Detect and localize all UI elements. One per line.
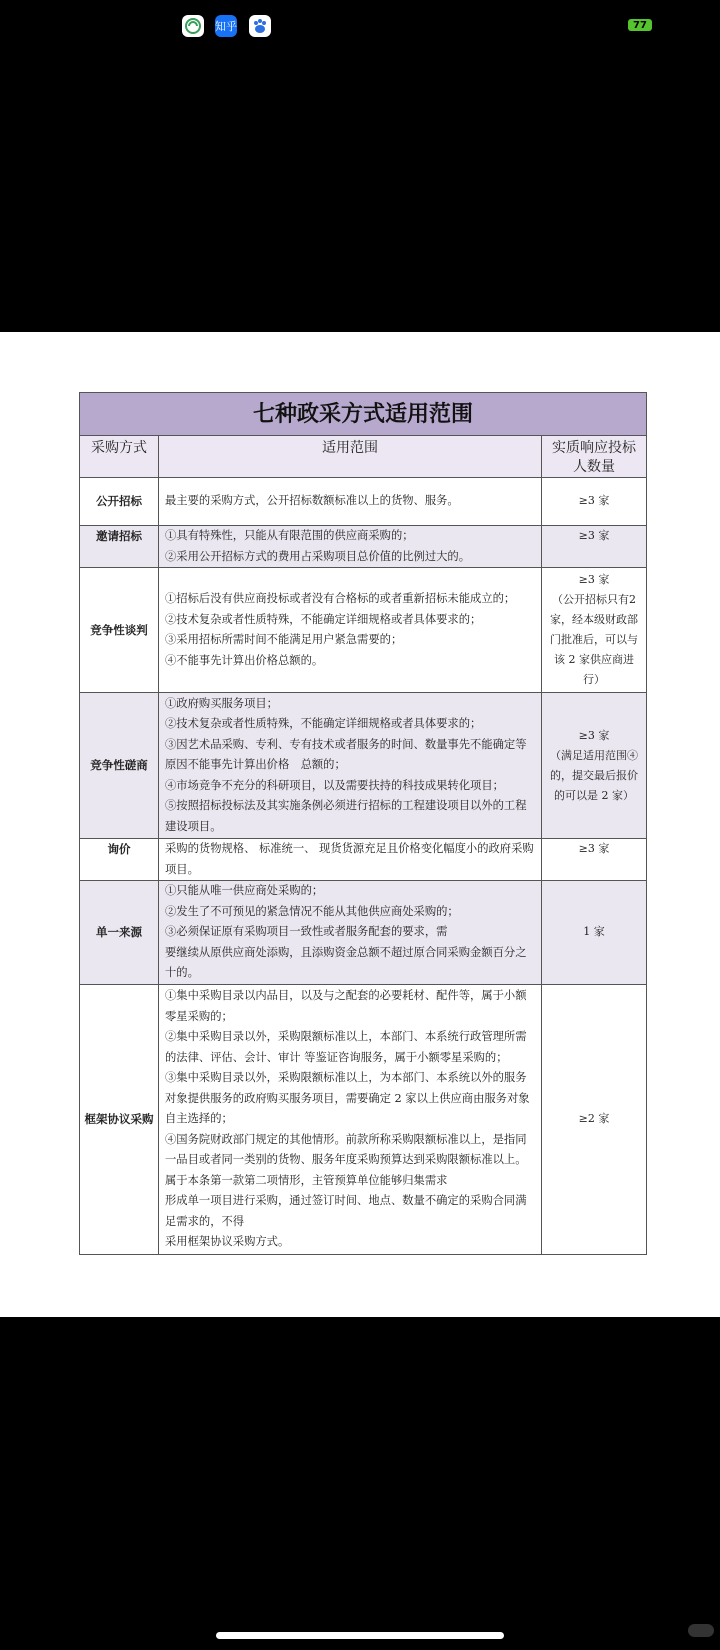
- baidu-icon: [249, 15, 271, 37]
- count-note: （公开招标只有2家，经本级财政部门批准后，可以与该 2 家供应商进行）: [550, 593, 638, 686]
- scope-line: ③必须保证原有采购项目一致性或者服务配套的要求，需: [165, 925, 448, 939]
- table-row: [80, 693, 647, 839]
- zhihu-icon: 知乎: [215, 15, 237, 37]
- table-row: [80, 881, 647, 985]
- document-image: [0, 332, 720, 1317]
- scope-line: ⑤按照招标投标法及其实施条例必须进行招标的工程建设项目以外的工程建设项目。: [165, 799, 527, 833]
- method-cell: 询价: [80, 839, 159, 881]
- scope-line: ④不能事先计算出价格总额的。: [165, 653, 324, 667]
- scope-line: 形成单一项目进行采购，通过签订时间、地点、数量不确定的采购合同满足需求的，不得: [165, 1194, 527, 1228]
- scope-line: 要继续从原供应商处添购，且添购资金总额不超过原合同采购金额百分之十的。: [165, 945, 527, 980]
- scope-line: ②发生了不可预见的紧急情况不能从其他供应商处采购的；: [165, 904, 459, 918]
- header-scope: 适用范围: [159, 436, 542, 478]
- watermark-badge: [688, 1624, 714, 1637]
- scope-line: 采购的货物规格、 标准统一、 现货货源充足且价格变化幅度小的政府采购项目。: [165, 842, 534, 876]
- home-indicator[interactable]: [216, 1632, 504, 1639]
- method-cell: 邀请招标: [80, 526, 159, 568]
- count-cell: ≥2 家: [542, 985, 647, 1255]
- count-cell: 1 家: [542, 881, 647, 985]
- scope-line: ①政府购买服务项目；: [165, 696, 278, 710]
- table-row: [80, 478, 647, 526]
- app-icon-1: [182, 15, 204, 37]
- scope-line: ①招标后没有供应商投标或者没有合格标的或者重新招标未能成立的；: [165, 592, 516, 605]
- scope-line: 采用框架协议采购方式。: [165, 1235, 290, 1249]
- table-row: [80, 985, 647, 1255]
- header-count: 实质响应投标人数量: [542, 436, 647, 478]
- procurement-table: [79, 392, 647, 1255]
- scope-line: ③因艺术品采购、专利、专有技术或者服务的时间、数量事先不能确定等原因不能事先计算出价格 总额的；: [165, 737, 527, 772]
- count-cell: ≥3 家: [542, 839, 647, 881]
- table-title: 七种政采方式适用范围: [80, 393, 647, 436]
- scope-line: ②技术复杂或者性质特殊，不能确定详细规格或者具体要求的；: [165, 612, 482, 626]
- scope-line: ①具有特殊性，只能从有限范围的供应商采购的；: [165, 529, 414, 542]
- count-note: （满足适用范围④的，提交最后报价的可以是 2 家）: [550, 748, 638, 802]
- header-method: 采购方式: [80, 436, 159, 478]
- scope-line: 最主要的采购方式，公开招标数额标准以上的货物、服务。: [165, 494, 459, 508]
- method-cell: 框架协议采购: [80, 985, 159, 1255]
- scope-line: ④市场竞争不充分的科研项目，以及需要扶持的科技成果转化项目；: [165, 778, 504, 792]
- scope-line: ③采用招标所需时间不能满足用户紧急需要的；: [165, 633, 403, 646]
- scope-line: ②技术复杂或者性质特殊，不能确定详细规格或者具体要求的；: [165, 717, 482, 731]
- scope-line: ①集中采购目录以内品目，以及与之配套的必要耗材、配件等，属于小额零星采购的；: [165, 989, 527, 1023]
- scope-line: ②采用公开招标方式的费用占采购项目总价值的比例过大的。: [165, 549, 471, 563]
- table-row: [80, 526, 647, 568]
- table-row: [80, 568, 647, 693]
- method-cell: 单一来源: [80, 881, 159, 985]
- method-cell: 公开招标: [80, 478, 159, 526]
- count-value: ≥3 家: [578, 728, 610, 742]
- scope-line: ③集中采购目录以外，采购限额标准以上，为本部门、本系统以外的服务对象提供服务的政府购买服务项目，需要确定 2 家以上供应商由服务对象自主选择的；: [165, 1071, 530, 1126]
- battery-indicator: 77: [628, 19, 652, 31]
- method-cell: 竞争性磋商: [80, 693, 159, 839]
- count-cell: ≥3 家: [542, 478, 647, 526]
- count-cell: ≥3 家: [542, 526, 647, 568]
- method-cell: 竞争性谈判: [80, 568, 159, 693]
- scope-line: ①只能从唯一供应商处采购的；: [165, 884, 324, 898]
- scope-line: ④国务院财政部门规定的其他情形。前款所称采购限额标准以上，是指同一品目或者同一类别的货物、服务年度采购预算达到采购限额标准以上。 属于本条第一款第二项情形，主管预算单位能够归集需求: [165, 1132, 527, 1187]
- scope-line: ②集中采购目录以外，采购限额标准以上，本部门、本系统行政管理所需的法律、评估、会计、审计 等鉴证咨询服务，属于小额零星采购的；: [165, 1030, 527, 1064]
- table-row: [80, 839, 647, 881]
- status-bar: [0, 0, 720, 50]
- count-value: ≥3 家: [578, 573, 610, 586]
